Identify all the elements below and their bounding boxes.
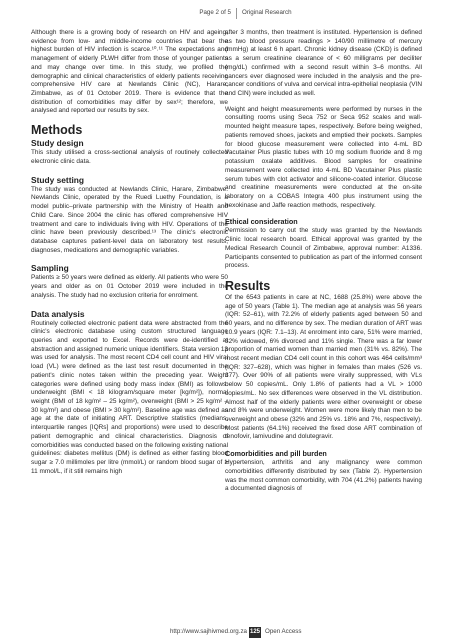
page-footer [0,627,453,639]
results-paragraph: Of the 6543 patients in care at NC, 1688 (25.8%) were above the age of 50 years (Table 1). The median age at analysis was 56 years (IQR: 52–61), with 72.2% of elderly patients aged between 50 and 60 years, and no difference by sex. The median duration of ART was 10.9 years (IQR: 7.1–13). At enrolment into care, 51% were married, 32% widowed, 6% divorced and 11% single. There was a far lower proportion of married women than married men (31% vs. 82%). The most recent median CD4 cell count in this cohort was 464 cells/mm³ (IQR: 327–628), which was higher in females than males (526 vs. 377). Over 90% of all patients were virally suppressed, with VLs below 50 copies/mL. Only 1.8% of patients had a VL > 1000 copies/mL. No sex differences were observed in the VL distribution. Almost half of the elderly patients were either overweight or obese and 8% were underweight. Women were more likely than men to be overweight and obese (32% and 25% vs. 18% and 7%, respectively). Most patients (64.1%) received the fixed dose ART combination of tenofovir, lamivudine and dolutegravir. [225,293,422,441]
sampling-paragraph: Patients ≥ 50 years were defined as elderly. All patients who were 50 years and older as on 01 October 2019 were included in the analysis. The study had no exclusion criteria for enrolment. [31,274,228,299]
ethical-paragraph: Permission to carry out the study was granted by the Newlands Clinic local research board. Ethical approval was granted by the Medical Research Council of Zimbabwe, approval number: A1336. Participants consented to publication as part of the informed consent process. [225,227,422,270]
comorbidities-heading: Comorbidities and pill burden [225,449,327,459]
study-setting-paragraph: The study was conducted at Newlands Clinic, Harare, Zimbabwe. Newlands Clinic, operated by the Ruedi Luethy Foundation, is a model public–private partnership with the Ministry of Health and Child Care. Since 2004 the clinic has offered comprehensive HIV treatment and care to individuals living with HIV. Operations of the clinic have been previously described.¹³ The clinic's electronic database captures patient-level data on laboratory test results, diagnoses, medications and demographic variables. [31,185,228,254]
study-design-heading: Study design [31,138,84,149]
study-setting-heading: Study setting [31,174,85,185]
results-heading: Results [225,278,271,293]
ethical-heading: Ethical consideration [225,217,298,227]
sampling-heading: Sampling [31,263,69,274]
header-divider [236,8,237,19]
page-number-badge: 125 [249,627,261,638]
study-design-paragraph: This study utilised a cross-sectional analysis of routinely collected electronic clinic data. [31,149,228,165]
measurements-paragraph: Weight and height measurements were performed by nurses in the consulting rooms using Seca 752 or Seca 952 scales and wall-mounted height measure tapes, respectively. Before being weighed, patients removed shoes, jackets and emptied their pockets. Samples for blood glucose measurement were collected into 4-mL BD Vacutainer Plus plastic tubes with 10 mg sodium fluoride and 8 mg potassium oxalate additives. Blood samples for creatinine measurement were collected into 4-mL BD Vacutainer Plus plastic serum tubes with clot activator and silicone-coated interior. Glucose and creatinine measurements were conducted at the on-site laboratory on a COBAS Integra 400 plus instrument using the hexokinase and Jaffe reaction methods, respectively. [225,105,422,209]
journal-url-link[interactable]: http://www.sajhivmed.org.za [169,628,247,635]
page-number-label: Page 2 of 5 [199,9,231,16]
data-analysis-paragraph: Routinely collected electronic patient data were abstracted from the clinic's electronic database using custom structured language queries and exported to Excel. Records were de-identified at abstraction and assigned numeric unique identifiers. Stata version 13 was used for analysis. The most recent CD4 cell count and HIV viral load (VL) were defined as the last test result documented in the patient's clinic notes taken within the preceding year. Weight categories were defined using body mass index (BMI) as follows: underweight (BMI < 18 kilogram/square meter [kg/m²]), normal weight (BMI of 18 kg/m² – 25 kg/m²), overweight (BMI > 25 kg/m² – 30 kg/m²) and obese (BMI > 30 kg/m²). Baseline age was defined as age at the date of initiating ART. Descriptive statistics (medians, interquartile ranges [IQRs] and proportions) were used to describe patient demographic and clinical characteristics. Diagnosis of comorbidities was conducted based on the following existing national guidelines: diabetes mellitus (DM) is defined as either fasting blood sugar ≥ 7.0 millimoles per litre (mmol/L) or random blood sugar of ≥ 11 mmol/L, if it still remains high [31,319,228,475]
data-analysis-heading: Data analysis [31,308,85,319]
open-access-label: Open Access [265,628,302,635]
page-header [0,9,453,21]
left-column [31,29,228,476]
section-label: Original Research [242,9,292,16]
right-column [225,29,422,494]
methods-heading: Methods [31,123,83,138]
definitions-paragraph: after 3 months, then treatment is instituted. Hypertension is defined as two blood pressure readings > 140/90 millimetre of mercury (mmHg) at least 6 h apart. Chronic kidney disease (CKD) is defined as a serum creatinine clearance of < 60 milligrams per deciliter (mg/dL) confirmed with a second result within 3–6 months. All cancers ever diagnosed were included in the analysis and the pre-cancer conditions of vulva and cervical intra-epithelial neoplasia (VIN and CIN) were included as well. [225,29,422,98]
intro-paragraph: Although there is a growing body of research on HIV and ageing, evidence from low- and middle-income countries that bear the highest burden of HIV infection is scarce.¹⁰˒¹¹ The expectations and management of elderly PLWH differ from those of younger patients and may change over time. In this study, we profiled the demographic and clinical characteristics of elderly patients receiving comprehensive HIV care at Newlands Clinic (NC), Harare, Zimbabwe, as of 01 October 2019. There is evidence that the distribution of comorbidities may differ by sex¹²; therefore, we analysed and reported our results by sex. [31,29,228,115]
comorbidities-paragraph: Hypertension, arthritis and any malignancy were common comorbidities differently distributed by sex (Table 2). Hypertension was the most common comorbidity, with 704 (41.2%) patients having a documented diagnosis of [225,459,422,493]
